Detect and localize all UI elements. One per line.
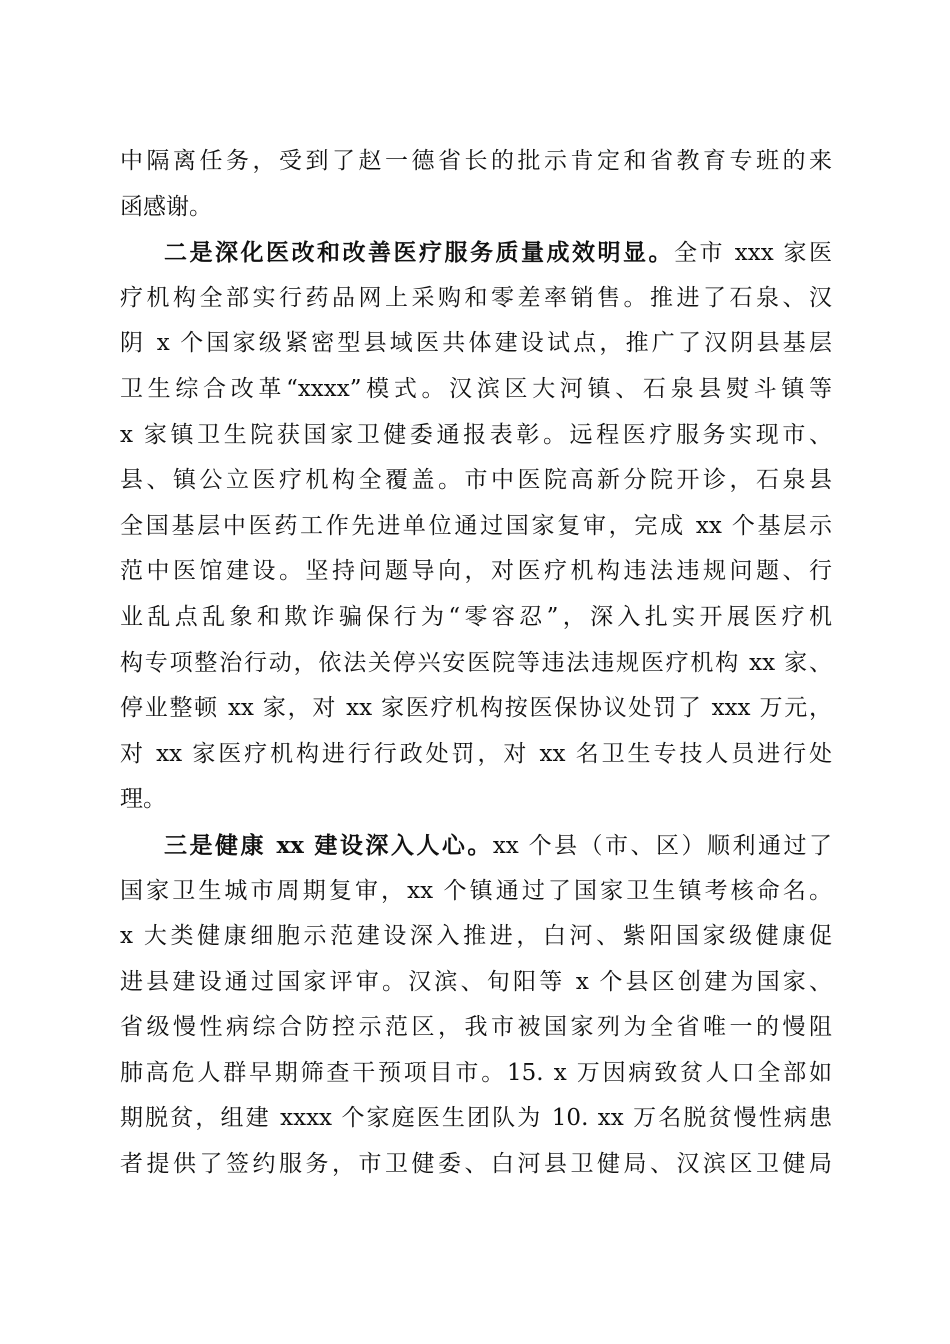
text-line: 县、镇公立医疗机构全覆盖。市中医院高新分院开诊，石泉县: [120, 467, 832, 494]
text-fragment: xx 个县（市、区）顺利通过了: [492, 832, 832, 859]
document-body: [120, 139, 832, 1188]
text-line: 理。: [120, 786, 166, 813]
text-line: 范中医馆建设。坚持问题导向，对医疗机构违法违规问题、行: [120, 558, 832, 585]
paragraph-first-line: [120, 823, 832, 869]
text-line: 停业整顿 xx 家，对 xx 家医疗机构按医保协议处罚了 xxx 万元，: [120, 695, 832, 722]
text-line: 者提供了签约服务，市卫健委、白河县卫健局、汉滨区卫健局: [120, 1151, 832, 1178]
text-line: 阴 x 个国家级紧密型县域医共体建设试点，推广了汉阴县基层: [120, 330, 832, 357]
text-line: 对 xx 家医疗机构进行行政处罚，对 xx 名卫生专技人员进行处: [120, 740, 832, 767]
paragraph-3: [120, 823, 832, 1188]
text-line: 省级慢性病综合防控示范区，我市被国家列为全省唯一的慢阻: [120, 1014, 832, 1041]
paragraph-1: [120, 139, 832, 230]
text-line: x 大类健康细胞示范建设深入推进，白河、紫阳国家级健康促: [120, 923, 832, 950]
text-fragment: 全市 xxx 家医: [673, 240, 832, 267]
text-line: x 家镇卫生院获国家卫健委通报表彰。远程医疗服务实现市、: [120, 421, 832, 448]
text-line: 国家卫生城市周期复审，xx 个镇通过了国家卫生镇考核命名。: [120, 877, 832, 904]
text-line: 全国基层中医药工作先进单位通过国家复审，完成 xx 个基层示: [120, 512, 832, 539]
text-line: 进县建设通过国家评审。汉滨、旬阳等 x 个县区创建为国家、: [120, 968, 832, 995]
text-line: 构专项整治行动，依法关停兴安医院等违法违规医疗机构 xx 家、: [120, 649, 832, 676]
text-line: 卫生综合改革“xxxx”模式。汉滨区大河镇、石泉县熨斗镇等: [120, 375, 832, 402]
paragraph-heading: 三是健康 xx 建设深入人心。: [164, 831, 493, 859]
paragraph-heading: 二是深化医改和改善医疗服务质量成效明显。: [164, 239, 674, 267]
text-line: 业乱点乱象和欺诈骗保行为“零容忍”，深入扎实开展医疗机: [120, 603, 832, 630]
text-line: 中隔离任务，受到了赵一德省长的批示肯定和省教育专班的来: [120, 148, 832, 174]
paragraph-first-line: [120, 230, 832, 276]
paragraph-2: [120, 230, 832, 823]
text-line: 函感谢。: [120, 193, 212, 220]
text-line: 疗机构全部实行药品网上采购和零差率销售。推进了石泉、汉: [120, 284, 832, 311]
text-line: 期脱贫，组建 xxxx 个家庭医生团队为 10. xx 万名脱贫慢性病患: [120, 1105, 832, 1132]
text-line: 肺高危人群早期筛查干预项目市。15. x 万因病致贫人口全部如: [120, 1059, 832, 1086]
